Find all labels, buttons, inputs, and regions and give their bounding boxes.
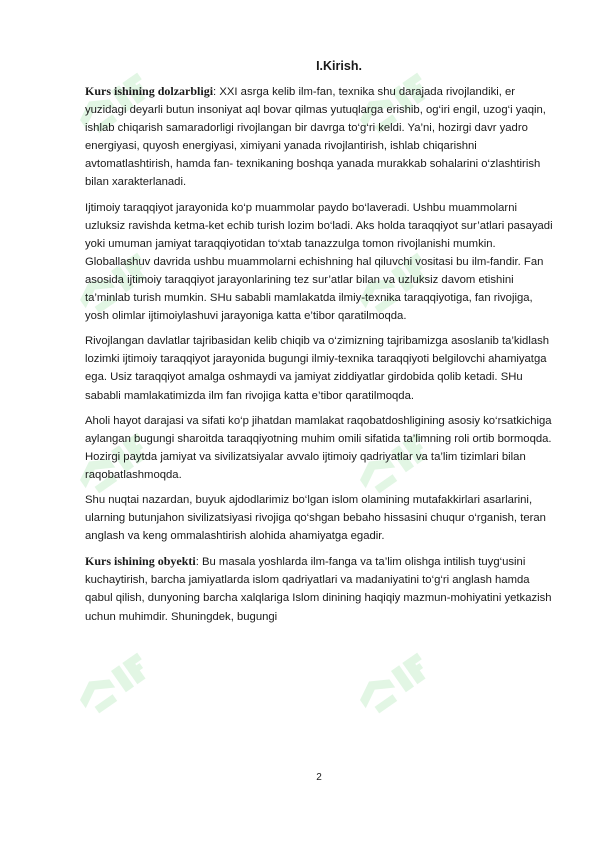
paragraph-lead: Kurs ishining obyekti [85, 554, 196, 569]
paragraph-text: Shu nuqtai nazardan, buyuk ajdodlarimiz bo‘lgan islom olamining mutafakkirlari asarlarini, ularning butunjahon sivilizatsiyasi rivojiga qo‘shgan bebaho hissasini chuqur o‘rganish, teran anglash va keng ommalashtirish alohida ahamiyatga egadir. [85, 493, 546, 543]
paragraph [85, 199, 555, 326]
paragraph-object [85, 552, 555, 625]
paragraph [85, 332, 555, 404]
paragraph [85, 491, 555, 545]
paragraph-relevance [85, 82, 555, 192]
document-title: I.Kirish. [316, 59, 362, 73]
paragraph-lead: Kurs ishining dolzarbligi [85, 84, 214, 98]
paragraph-text: Aholi hayot darajasi va sifati ko‘p jihatdan mamlakat raqobatdoshligining asosiy ko‘rsatkichiga aylangan bugungi sharoitda taraqqiyotning muhim omili sifatida ta’limning roli ortib bormoqda. Hozirgi paytda jamiyat va sivilizatsiyalar avvalo ijtimoiy qadriyatlar va ta’lim tizimlari bilan raqobatlashmoqda. [85, 414, 552, 481]
paragraph-text: : XXI asrga kelib ilm-fan, texnika shu darajada rivojlandiki, er yuzidagi deyarli butun insoniyat aql bovar qilmas yutuqlarga erishib, og‘iri engil, uzog‘i yaqin, ishlab chiqarish samaradorligi rivojlangan bir davrga to‘g‘ri keldi. Ya’ni, hozirgi davr yadro energiyasi, quyosh energiyasi, ximiyani yanada rivojlantirish, ishlab chiqarishni avtomatlashtirish, hamda fan- texnikaning boshqa yanada murakkab sohalarini o‘zlashtirish bilan xarakterlanadi. [85, 86, 546, 189]
paragraph-text: Ijtimoiy taraqqiyot jarayonida ko‘p muammolar paydo bo‘laveradi. Ushbu muammolarni uzluksiz ravishda ketma-ket echib turish lozim bo‘ladi. Aks holda taraqqiyot sur’atlari pasayadi yoki umuman jamiyat taraqqiyotidan to‘xtab tanazzulga tomon rivojlanishi mumkin. Globallashuv davrida ushbu muammolarni echishning hal qiluvchi vositasi bu ilm-fandir. Fan asosida ijtimoiy taraqqiyot jarayonlarining tez sur’atlar bilan va uzluksiz davom etishini ta’minlab turish mumkin. SHu sababli mamlakatda ilmiy-texnika taraqqiyotiga, fan rivojiga, yosh olimlar ijtimoiylashuvi jarayoniga katta e’tibor qaratilmoqda. [85, 201, 553, 323]
paragraph-text: : Bu masala yoshlarda ilm-fanga va ta’lim olishga intilish tuyg‘usini kuchaytirish, barcha jamiyatlarda islom qadriyatlari va madaniyatini to‘g‘ri anglash hamda qabul qilish, dunyoning barcha xalqlariga Islom dinining haqiqiy mazmun-mohiyatini yetkazish uchun muhimdir. Shuningdek, bugungi [85, 556, 552, 623]
paragraph-text: Rivojlangan davlatlar tajribasidan kelib chiqib va o‘zimizning tajribamizga asoslanib ta’kidlash lozimki ijtimoiy taraqqiyot jarayonida bugungi ilmiy-texnika taraqqiyoti belgilovchi ahamiyatga ega. Usiz taraqqiyot amalga oshmaydi va jamiyat ziddiyatlar girdobida qolib ketadi. SHu sababli mamlakatimizda ilm fan rivojiga katta e’tibor qaratilmoqda. [85, 335, 550, 402]
paragraph [85, 412, 555, 484]
document-body [85, 58, 555, 633]
page-number: 2 [316, 772, 322, 783]
